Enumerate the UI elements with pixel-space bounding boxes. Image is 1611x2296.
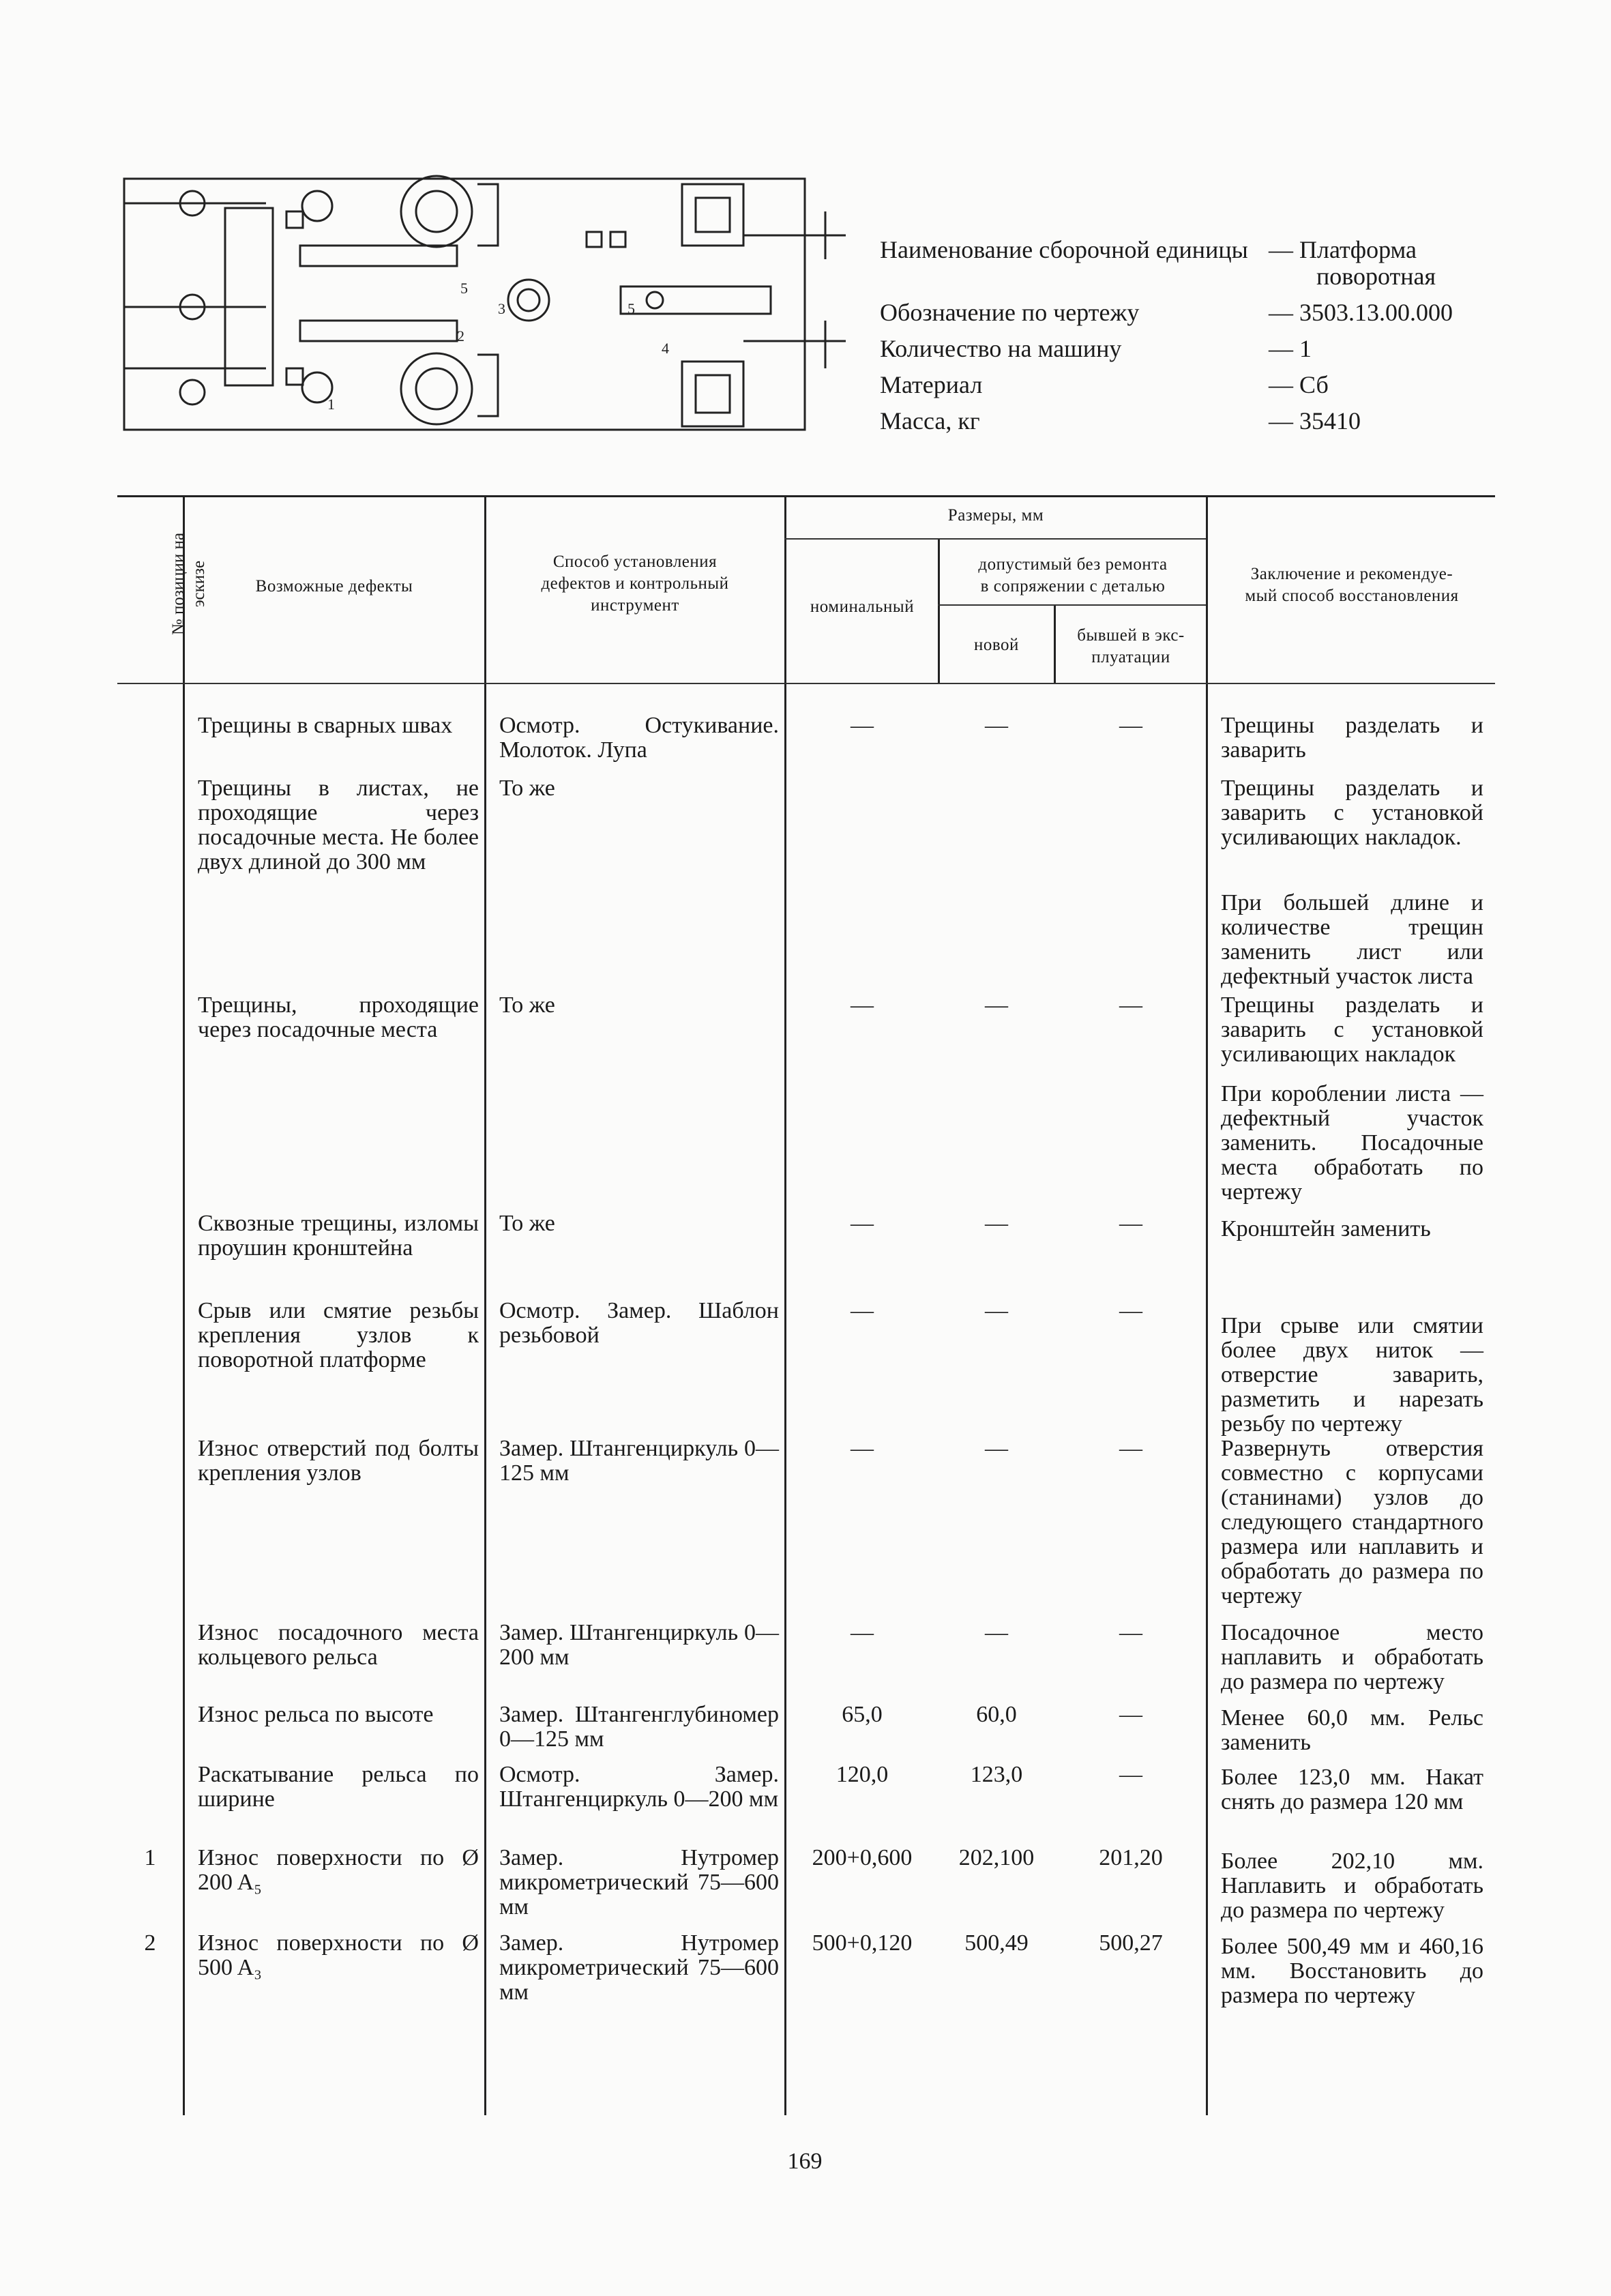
hdr-used-line2: плуатации bbox=[1091, 648, 1170, 666]
hdr-line-dimensions bbox=[784, 538, 1206, 540]
slewing-gear-bottom-inner bbox=[416, 368, 457, 409]
row-5-new: — bbox=[985, 1436, 1008, 1461]
hdr-used bbox=[1056, 625, 1205, 668]
info-mass-value: — 35410 bbox=[1269, 407, 1361, 435]
hdr-method bbox=[487, 551, 783, 617]
row-0-method: Осмотр. Остукивание. Молоток. Лупа bbox=[499, 713, 779, 763]
bolt-square-2 bbox=[286, 368, 303, 385]
row-4-used: — bbox=[1119, 1298, 1142, 1323]
row-0-defect: Трещины в сварных швах bbox=[198, 713, 453, 738]
hdr-method-line3: инструмент bbox=[591, 596, 679, 615]
row-8-nominal: 120,0 bbox=[836, 1762, 889, 1787]
cross-beam-right bbox=[621, 286, 771, 314]
row-2-used: — bbox=[1119, 992, 1142, 1018]
bolt-square-1 bbox=[286, 211, 303, 228]
row-10-conclusion: Более 500,49 мм и 460,16 мм. Восстановить до размера по чертежу bbox=[1221, 1934, 1483, 2008]
row-10-position: 2 bbox=[144, 1930, 156, 1956]
row-8-method: Осмотр. Замер. Штангенциркуль 0—200 мм bbox=[499, 1762, 779, 1812]
row-1-conclusion-a: Трещины разделать и заварить с установкой усиливающих накладок. bbox=[1221, 776, 1483, 850]
sketch-callout-5a: 5 bbox=[460, 280, 468, 297]
row-3-nominal: — bbox=[851, 1211, 874, 1236]
hdr-position: № позиции на эскизе bbox=[169, 532, 208, 636]
row-3-new: — bbox=[985, 1211, 1008, 1236]
hdr-conclusion-line2: мый способ восстановления bbox=[1245, 587, 1459, 605]
info-quantity-label: Количество на машину bbox=[880, 335, 1122, 362]
hdr-nominal: номинальный bbox=[810, 598, 915, 616]
row-10-used: 500,27 bbox=[1099, 1930, 1163, 1956]
row-5-method: Замер. Штангенциркуль 0—125 мм bbox=[499, 1436, 779, 1486]
info-name-label: Наименование сборочной единицы bbox=[880, 236, 1248, 263]
hdr-allowed-line2: в сопряжении с деталью bbox=[980, 577, 1166, 595]
info-name-value-cont: поворотная bbox=[1316, 263, 1436, 290]
row-3-conclusion: Кронштейн заменить bbox=[1221, 1216, 1431, 1241]
row-4-method: Осмотр. Замер. Шаблон резьбовой bbox=[499, 1298, 779, 1348]
page-number: 169 bbox=[787, 2149, 823, 2174]
row-6-defect: Износ посадочного места кольцевого рельса bbox=[198, 1620, 479, 1670]
row-2-new: — bbox=[985, 992, 1008, 1018]
row-3-method: То же bbox=[499, 1211, 555, 1236]
row-3-used: — bbox=[1119, 1211, 1142, 1236]
row-8-used: — bbox=[1119, 1762, 1142, 1787]
left-bracket bbox=[225, 208, 273, 385]
row-3-defect: Сквозные трещины, изломы проушин кронштейна bbox=[198, 1211, 479, 1261]
row-0-used: — bbox=[1119, 713, 1142, 738]
row-5-used: — bbox=[1119, 1436, 1142, 1461]
slewing-gear-top-inner bbox=[416, 191, 457, 232]
left-frame-lines bbox=[124, 203, 266, 368]
hdr-allowed bbox=[940, 554, 1206, 598]
hdr-line-bottom bbox=[117, 683, 1495, 684]
row-8-new: 123,0 bbox=[970, 1762, 1023, 1787]
cross-beam-top bbox=[300, 246, 457, 266]
col-divider-3 bbox=[784, 495, 786, 2115]
row-2-conclusion-a: Трещины разделать и заварить с установкой усиливающих накладок bbox=[1221, 992, 1483, 1067]
row-0-nominal: — bbox=[851, 713, 874, 738]
hdr-line-allowed bbox=[938, 604, 1206, 606]
right-brackets bbox=[743, 211, 846, 368]
row-2-conclusion-b: При короблении листа — дефектный участок заменить. Посадочные места обработать по чертежу bbox=[1221, 1081, 1483, 1205]
hdr-defects: Возможные дефекты bbox=[255, 577, 413, 595]
info-drawing-row bbox=[880, 295, 1494, 331]
row-7-method: Замер. Штангенглубиномер 0—125 мм bbox=[499, 1702, 779, 1752]
info-quantity-value: — 1 bbox=[1269, 335, 1312, 362]
sketch-callout-2: 2 bbox=[457, 327, 464, 344]
bolt-square-4 bbox=[610, 232, 625, 247]
row-8-defect: Раскатывание рельса по ширине bbox=[198, 1762, 479, 1812]
row-0-conclusion: Трещины разделать и заварить bbox=[1221, 713, 1483, 763]
col-divider-5 bbox=[1054, 604, 1056, 683]
row-9-method: Замер. Нутромер микрометрический 75—600 мм bbox=[499, 1845, 779, 1919]
col-divider-2 bbox=[484, 495, 486, 2115]
row-4-conclusion: При срыве или смятии более двух ниток — отверстие заварить, разметить и нарезать резьбу по чертежу bbox=[1221, 1313, 1483, 1437]
row-4-nominal: — bbox=[851, 1298, 874, 1323]
bolt-square-3 bbox=[587, 232, 602, 247]
small-bearing-top bbox=[302, 191, 332, 221]
row-5-defect: Износ отверстий под болты крепления узлов bbox=[198, 1436, 479, 1486]
row-8-conclusion: Более 123,0 мм. Накат снять до размера 120 мм bbox=[1221, 1765, 1483, 1814]
row-7-defect: Износ рельса по высоте bbox=[198, 1702, 434, 1727]
slewing-gear-top bbox=[401, 176, 472, 247]
info-quantity-row bbox=[880, 331, 1494, 367]
platform-outline bbox=[124, 179, 805, 430]
cross-beam-bottom bbox=[300, 321, 457, 341]
row-10-defect: Износ поверхности по Ø 500 A₃ bbox=[198, 1930, 479, 1980]
hdr-new: новой bbox=[974, 636, 1019, 654]
sketch-callout-5b: 5 bbox=[627, 300, 635, 317]
row-1-defect: Трещины в листах, не проходящие через посадочные места. Не более двух длиной до 300 мм bbox=[198, 776, 479, 874]
hdr-dimensions: Размеры, мм bbox=[947, 506, 1044, 525]
hdr-conclusion-line1: Заключение и рекомендуе- bbox=[1250, 565, 1453, 583]
central-pivot-inner bbox=[518, 289, 540, 311]
row-6-conclusion: Посадочное место наплавить и обработать до размера по чертежу bbox=[1221, 1620, 1483, 1694]
hdr-conclusion bbox=[1209, 563, 1495, 607]
gear-housings bbox=[477, 184, 498, 416]
row-1-method: То же bbox=[499, 776, 555, 801]
row-6-method: Замер. Штангенциркуль 0—200 мм bbox=[499, 1620, 779, 1670]
row-9-used: 201,20 bbox=[1099, 1845, 1163, 1870]
row-5-conclusion: Развернуть отверстия совместно с корпусами (станинами) узлов до следующего стандартного размера или наплавить и обработать до размера по чертежу bbox=[1221, 1436, 1483, 1608]
central-pivot bbox=[508, 280, 549, 321]
row-1-conclusion-b: При большей длине и количестве трещин заменить лист или дефектный участок листа bbox=[1221, 890, 1483, 989]
row-2-nominal: — bbox=[851, 992, 874, 1018]
hdr-method-line2: дефектов и контрольный bbox=[541, 574, 729, 593]
info-material-row bbox=[880, 367, 1494, 403]
row-4-new: — bbox=[985, 1298, 1008, 1323]
hdr-allowed-line1: допустимый без ремонта bbox=[978, 555, 1168, 574]
assembly-info bbox=[880, 232, 1494, 439]
info-material-value: — Сб bbox=[1269, 371, 1329, 398]
row-6-nominal: — bbox=[851, 1620, 874, 1645]
row-5-nominal: — bbox=[851, 1436, 874, 1461]
right-small-hole bbox=[647, 292, 663, 308]
col-divider-6 bbox=[1206, 495, 1208, 2115]
row-9-new: 202,100 bbox=[958, 1845, 1035, 1870]
row-10-method: Замер. Нутромер микрометрический 75—600 мм bbox=[499, 1930, 779, 2005]
row-10-nominal: 500+0,120 bbox=[812, 1930, 913, 1956]
info-drawing-value: — 3503.13.00.000 bbox=[1269, 299, 1453, 326]
row-4-defect: Срыв или смятие резьбы крепления узлов к поворотной платформе bbox=[198, 1298, 479, 1372]
row-9-position: 1 bbox=[144, 1845, 156, 1870]
row-10-new: 500,49 bbox=[964, 1930, 1029, 1956]
info-drawing-label: Обозначение по чертежу bbox=[880, 299, 1140, 326]
left-hole-bottom bbox=[180, 380, 205, 404]
row-9-defect: Износ поверхности по Ø 200 A₅ bbox=[198, 1845, 479, 1895]
row-2-defect: Трещины, проходящие через посадочные места bbox=[198, 992, 479, 1042]
row-9-nominal: 200+0,600 bbox=[812, 1845, 913, 1870]
row-7-new: 60,0 bbox=[976, 1702, 1017, 1727]
sketch-callout-1: 1 bbox=[327, 396, 335, 413]
platform-sketch bbox=[116, 171, 859, 443]
sketch-callout-4: 4 bbox=[662, 340, 669, 357]
hdr-used-line1: бывшей в экс- bbox=[1077, 626, 1185, 645]
hdr-method-line1: Способ установления bbox=[552, 553, 718, 571]
row-0-new: — bbox=[985, 713, 1008, 738]
row-7-nominal: 65,0 bbox=[842, 1702, 883, 1727]
platform-drawing bbox=[116, 171, 859, 443]
col-divider-1 bbox=[183, 495, 185, 2115]
row-2-method: То же bbox=[499, 992, 555, 1018]
slewing-gear-bottom bbox=[401, 353, 472, 424]
info-name-value: — Платформа bbox=[1269, 236, 1417, 263]
winch-drum-top-inner bbox=[696, 198, 730, 232]
sketch-callout-3: 3 bbox=[498, 300, 505, 317]
winch-drum-top bbox=[682, 184, 743, 246]
winch-drum-bottom-inner bbox=[696, 375, 730, 413]
row-6-used: — bbox=[1119, 1620, 1142, 1645]
row-9-conclusion: Более 202,10 мм. Наплавить и обработать до размера по чертежу bbox=[1221, 1849, 1483, 1923]
defects-table bbox=[117, 495, 1495, 2115]
row-7-used: — bbox=[1119, 1702, 1142, 1727]
row-7-conclusion: Менее 60,0 мм. Рельс заменить bbox=[1221, 1705, 1483, 1755]
winch-drum-bottom bbox=[682, 362, 743, 426]
info-material-label: Материал bbox=[880, 371, 983, 398]
info-mass-row bbox=[880, 403, 1494, 439]
row-6-new: — bbox=[985, 1620, 1008, 1645]
info-mass-label: Масса, кг bbox=[880, 407, 980, 435]
